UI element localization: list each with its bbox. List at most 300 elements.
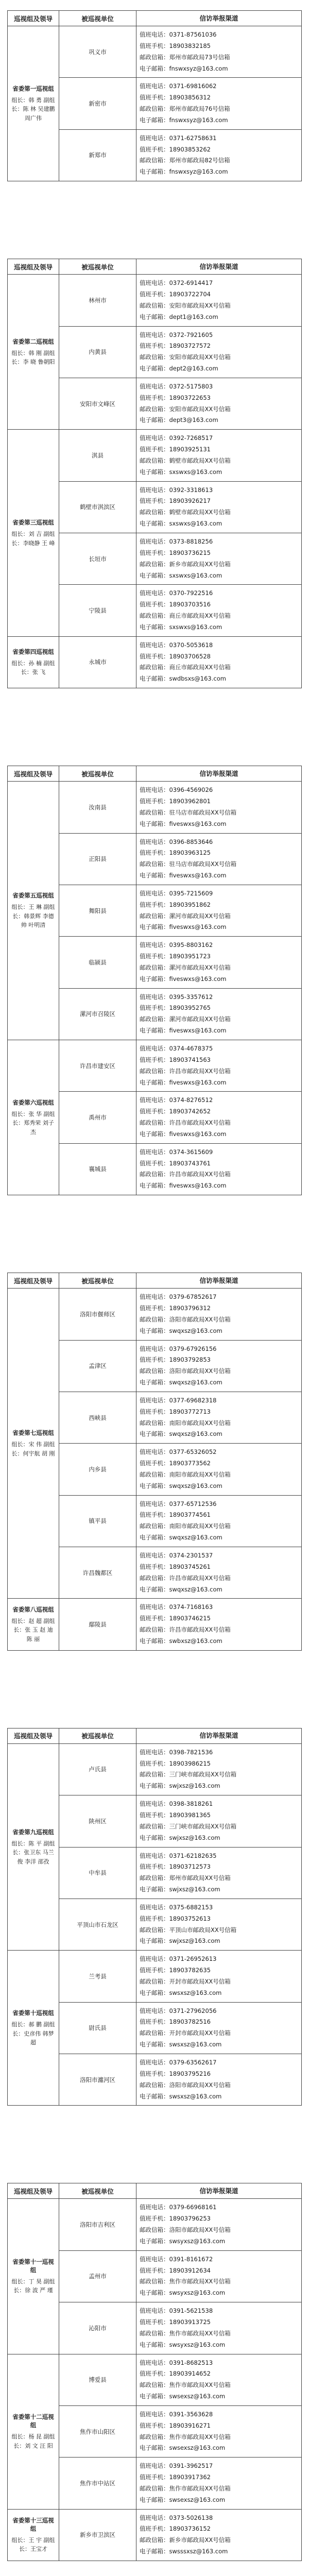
channels-cell — [136, 2003, 301, 2054]
mailbox-line-value: 洛阳市邮政局XX号信箱 — [169, 1367, 231, 1375]
email-line[interactable] — [140, 974, 227, 985]
mailbox-line-label: 邮政信箱： — [140, 1626, 169, 1634]
channels-cell — [136, 327, 301, 378]
email-line[interactable] — [140, 1936, 220, 1947]
channels-cell — [136, 1599, 301, 1650]
email-line[interactable] — [140, 2443, 225, 2454]
email-line[interactable] — [140, 1532, 222, 1544]
phone-line-label: 值班电话： — [140, 941, 169, 949]
phone-line — [140, 2358, 213, 2369]
table-row — [59, 1341, 301, 1392]
phone-line-value: 0372-7921605 — [169, 331, 213, 338]
channels-cell — [136, 1848, 301, 1899]
table-row — [59, 482, 301, 533]
mobile-line — [140, 2265, 211, 2277]
unit-cell — [59, 937, 136, 988]
email-line-value[interactable]: fiveswxs@163.com — [169, 872, 227, 879]
email-line-label: 电子邮箱： — [140, 820, 169, 827]
phone-line-value: 0373-5026138 — [169, 2514, 213, 2521]
mailbox-line-label: 邮政信箱： — [140, 860, 169, 868]
mobile-line — [140, 41, 211, 52]
mailbox-line-label: 邮政信箱： — [140, 2536, 169, 2544]
group-units — [59, 1289, 301, 1598]
email-line-value[interactable]: swqxsz@163.com — [169, 1534, 222, 1541]
email-line[interactable] — [140, 622, 222, 633]
mobile-line-label: 值班手机： — [140, 652, 169, 660]
table-row — [59, 1744, 301, 1795]
phone-line-value: 0374-4678375 — [169, 1045, 213, 1052]
mobile-line — [140, 2317, 211, 2328]
header-col-channels: 信访举报渠道 — [199, 14, 238, 22]
mobile-line-value: 18903742652 — [169, 1108, 211, 1115]
email-line[interactable] — [140, 1077, 227, 1089]
unit-cell — [59, 1444, 136, 1495]
phone-line — [140, 1447, 216, 1458]
mobile-line-label: 值班手机： — [140, 2215, 169, 2223]
mailbox-line — [140, 1976, 231, 1988]
unit-cell — [59, 1341, 136, 1392]
mobile-line-label: 值班手机： — [140, 2370, 169, 2378]
email-line[interactable] — [140, 1377, 222, 1388]
channels-cell — [136, 2199, 301, 2250]
phone-line-label: 值班电话： — [140, 1552, 169, 1559]
email-line-value[interactable]: swjxsz@163.com — [169, 1886, 220, 1893]
phone-line — [140, 1292, 216, 1303]
mobile-line-value: 18903913725 — [169, 2318, 211, 2326]
table-page — [7, 259, 302, 688]
phone-line-value: 0391-8682513 — [169, 2359, 213, 2366]
email-line[interactable] — [140, 1481, 222, 1492]
email-line[interactable] — [140, 673, 226, 685]
group-units — [59, 782, 301, 1040]
email-line[interactable] — [140, 1781, 220, 1792]
group-name: 省委第十巡视组 — [12, 2009, 54, 2016]
email-line[interactable] — [140, 1584, 222, 1596]
mobile-line-value: 18903963125 — [169, 849, 211, 857]
mailbox-line — [140, 104, 230, 115]
email-line[interactable] — [140, 1429, 222, 1440]
email-line[interactable] — [140, 415, 218, 426]
mobile-line-label: 值班手机： — [140, 1759, 169, 1767]
header-col-channels: 信访举报渠道 — [199, 1276, 238, 1284]
mobile-line — [140, 2368, 211, 2380]
email-line-value[interactable]: swbxsz@163.com — [169, 1637, 222, 1645]
mobile-line-label: 值班手机： — [140, 2473, 169, 2481]
mobile-line-label: 值班手机： — [140, 953, 169, 960]
unit-name: 内黄县 — [89, 348, 107, 356]
email-line-value[interactable]: sxswxs@163.com — [169, 520, 222, 528]
unit-cell — [59, 989, 136, 1040]
mailbox-line-label: 邮政信箱： — [140, 1367, 169, 1375]
group-units — [59, 1599, 301, 1650]
email-line[interactable] — [140, 166, 228, 178]
channels-cell — [136, 1289, 301, 1340]
email-line[interactable] — [140, 2091, 221, 2103]
email-line-value[interactable]: dept3@163.com — [169, 416, 218, 424]
mobile-line — [140, 1965, 211, 1976]
mailbox-line — [140, 1873, 231, 1884]
mailbox-line — [140, 2276, 231, 2287]
email-line-value[interactable]: swsxsz@163.com — [169, 1989, 222, 1996]
mailbox-line-value: 许昌市邮政局XX号信箱 — [169, 1119, 231, 1127]
mobile-line — [140, 1354, 211, 1366]
unit-name: 中牟县 — [89, 1869, 107, 1877]
mobile-line-label: 值班手机： — [140, 1460, 169, 1467]
phone-line-label: 值班电话： — [140, 134, 169, 142]
email-line-value[interactable]: swsxsz@163.com — [169, 2092, 222, 2100]
unit-cell — [59, 378, 136, 429]
table-row — [59, 533, 301, 585]
mailbox-line-label: 邮政信箱： — [140, 301, 169, 309]
unit-name: 洛阳市瀍河区 — [80, 2076, 115, 2083]
email-line-label: 电子邮箱： — [140, 571, 169, 579]
group-name: 省委第五巡视组 — [12, 892, 54, 900]
table-row — [59, 1899, 301, 1950]
group-cell — [8, 430, 59, 636]
email-line-value[interactable]: fnswxsyz@163.com — [169, 168, 228, 176]
email-line-value[interactable]: dept1@163.com — [169, 313, 218, 320]
group-units — [59, 26, 301, 181]
unit-name: 洛阳市吉利区 — [80, 2221, 115, 2229]
phone-line — [140, 1747, 213, 1758]
header-col-channels: 信访举报渠道 — [199, 1732, 238, 1740]
email-line[interactable] — [140, 1636, 222, 1647]
email-line[interactable] — [140, 518, 222, 530]
phone-line — [140, 2057, 216, 2069]
mailbox-line-label: 邮政信箱： — [140, 1119, 169, 1127]
email-line-value[interactable]: swsxsz@163.com — [169, 2041, 222, 2048]
unit-cell — [59, 2251, 136, 2302]
email-line[interactable] — [140, 819, 227, 830]
email-line[interactable] — [140, 2236, 225, 2247]
mailbox-line-label: 邮政信箱： — [140, 157, 169, 164]
group-units — [59, 1744, 301, 1951]
phone-line-value: 0391-3563628 — [169, 2410, 213, 2418]
group-cell — [8, 2510, 59, 2561]
phone-line-value: 0374-2301537 — [169, 1552, 213, 1559]
group-row — [8, 1040, 301, 1195]
email-line-label: 电子邮箱： — [140, 1327, 169, 1334]
email-line-value[interactable]: swqxsz@163.com — [169, 1379, 222, 1386]
unit-name: 襄城县 — [89, 1165, 107, 1173]
mailbox-line-label: 邮政信箱： — [140, 664, 169, 671]
mobile-line-value: 18903773562 — [169, 1460, 211, 1467]
unit-cell — [59, 430, 136, 481]
channels-cell — [136, 430, 301, 481]
table-row — [59, 1040, 301, 1092]
mobile-line — [140, 900, 211, 911]
email-line-value[interactable]: swsssxsz@163.com — [169, 2548, 228, 2555]
phone-line — [140, 536, 213, 548]
email-line-value[interactable]: sxswxs@163.com — [169, 623, 222, 631]
phone-line — [140, 888, 213, 900]
email-line[interactable] — [140, 870, 227, 882]
mailbox-line-label: 邮政信箱： — [140, 1522, 169, 1530]
email-line[interactable] — [140, 467, 222, 478]
email-line-value[interactable]: swqxsz@163.com — [169, 1327, 222, 1334]
mobile-line — [140, 1055, 211, 1066]
table-row — [59, 1392, 301, 1444]
phone-line-label: 值班电话： — [140, 786, 169, 794]
phone-line — [140, 1602, 213, 1613]
unit-cell — [59, 1547, 136, 1598]
unit-name: 沁阳市 — [89, 2324, 107, 2332]
email-line-value[interactable]: fiveswxs@163.com — [169, 820, 227, 827]
email-line[interactable] — [140, 2287, 225, 2299]
mailbox-line-label: 邮政信箱： — [140, 1470, 169, 1478]
email-line-value[interactable]: fnswxsyz@163.com — [169, 116, 228, 124]
unit-name: 孟州市 — [89, 2273, 107, 2280]
phone-line-value: 0374-3615609 — [169, 1148, 213, 1156]
mailbox-line-value: 平顶山市邮政局XX号信箱 — [169, 1926, 237, 1934]
phone-line — [140, 640, 213, 651]
unit-cell — [59, 1392, 136, 1443]
email-line-value[interactable]: swsexsz@163.com — [169, 2444, 226, 2452]
mailbox-line-label: 邮政信箱： — [140, 2278, 169, 2285]
header-col-unit: 被巡视单位 — [59, 2183, 136, 2198]
table-row — [59, 2199, 301, 2250]
email-line[interactable] — [140, 2495, 225, 2506]
email-line-value[interactable]: swsexsz@163.com — [169, 2393, 226, 2400]
mobile-line-value: 18903752613 — [169, 1914, 211, 1922]
phone-line-value: 0377-69682318 — [169, 1396, 217, 1404]
unit-name: 林州市 — [89, 296, 107, 304]
mobile-line-label: 值班手机： — [140, 1615, 169, 1622]
unit-cell — [59, 1496, 136, 1547]
phone-line — [140, 1043, 213, 1055]
phone-line — [140, 278, 213, 289]
channels-cell — [136, 834, 301, 885]
mobile-line-label: 值班手机： — [140, 1967, 169, 1974]
email-line-value[interactable]: fiveswxs@163.com — [169, 1182, 227, 1190]
email-line[interactable] — [140, 115, 228, 126]
email-line[interactable] — [140, 1326, 222, 1337]
mobile-line-label: 值班手机： — [140, 797, 169, 805]
group-name: 省委第七巡视组 — [12, 1429, 54, 1437]
email-line-label: 电子邮箱： — [140, 2548, 169, 2555]
email-line-value[interactable]: fnswxsyz@163.com — [169, 64, 228, 72]
unit-name: 许昌市建安区 — [80, 1062, 115, 1070]
table-row — [59, 1092, 301, 1143]
phone-line-label: 值班电话： — [140, 1852, 169, 1859]
mobile-line-value: 18903741563 — [169, 1056, 211, 1063]
channels-cell — [136, 2251, 301, 2302]
unit-name: 汝南县 — [89, 803, 107, 811]
mailbox-line-value: 焦作市邮政局XX号信箱 — [169, 2433, 231, 2441]
phone-line — [140, 29, 216, 41]
email-line-value[interactable]: swjxsz@163.com — [169, 1834, 220, 1841]
unit-name: 漯河市召陵区 — [80, 1010, 115, 1018]
mobile-line-value: 18903951723 — [169, 953, 211, 960]
email-line[interactable] — [140, 1180, 227, 1192]
group-name: 省委第六巡视组 — [12, 1098, 54, 1106]
channels-cell — [136, 989, 301, 1040]
email-line[interactable] — [140, 1129, 227, 1140]
mobile-line-value: 18903736215 — [169, 549, 211, 556]
channels-cell — [136, 585, 301, 636]
table-row — [59, 1599, 301, 1650]
email-line[interactable] — [140, 312, 218, 323]
email-line-value[interactable]: swjxsz@163.com — [169, 1782, 220, 1790]
channels-cell — [136, 482, 301, 533]
mailbox-line-label: 邮政信箱： — [140, 105, 169, 113]
unit-name: 新乡市卫滨区 — [80, 2531, 115, 2539]
table-row — [59, 2510, 301, 2561]
email-line-value[interactable]: fiveswxs@163.com — [169, 1078, 227, 1086]
phone-line-label: 值班电话： — [140, 1800, 169, 1808]
mobile-line-value: 18903712573 — [169, 1863, 211, 1871]
unit-cell — [59, 1040, 136, 1091]
email-line[interactable] — [140, 2391, 225, 2402]
email-line-value[interactable]: fiveswxs@163.com — [169, 1130, 227, 1138]
phone-line — [140, 2006, 216, 2017]
mailbox-line-label: 邮政信箱： — [140, 2226, 169, 2234]
email-line-label: 电子邮箱： — [140, 1182, 169, 1190]
channels-cell — [136, 1040, 301, 1091]
channels-cell — [136, 1341, 301, 1392]
phone-line-label: 值班电话： — [140, 434, 169, 442]
phone-line-value: 0395-3357612 — [169, 993, 213, 1001]
unit-name: 新密市 — [89, 100, 107, 108]
email-line[interactable] — [140, 922, 227, 933]
phone-line-value: 0395-7215609 — [169, 889, 213, 897]
phone-line-value: 0392-3318613 — [169, 486, 213, 494]
email-line-label: 电子邮箱： — [140, 1937, 169, 1945]
mailbox-line — [140, 1469, 231, 1481]
email-line-label: 电子邮箱： — [140, 1078, 169, 1086]
header-col-channels: 信访举报渠道 — [199, 2187, 238, 2195]
email-line-label: 电子邮箱： — [140, 1989, 169, 1996]
mobile-line — [140, 548, 211, 559]
mailbox-line — [140, 1521, 231, 1532]
email-line[interactable] — [140, 2546, 228, 2557]
mobile-line — [140, 341, 211, 352]
mailbox-line-label: 邮政信箱： — [140, 2381, 169, 2389]
email-line[interactable] — [140, 1025, 227, 1037]
phone-line-value: 0371-69816062 — [169, 82, 217, 90]
group-leaders: 组长：丁 昊 副组长：徐 波 严 瑾 — [11, 2278, 55, 2294]
mailbox-line — [140, 300, 231, 312]
email-line-value[interactable]: fiveswxs@163.com — [169, 923, 227, 931]
mobile-line — [140, 2523, 211, 2535]
email-line-value[interactable]: swqxsz@163.com — [169, 1482, 222, 1489]
email-line-value[interactable]: fiveswxs@163.com — [169, 975, 227, 982]
mailbox-line-value: 许昌市邮政局XX号信箱 — [169, 1574, 231, 1582]
channels-cell — [136, 1392, 301, 1443]
group-units — [59, 2354, 301, 2509]
mobile-line — [140, 796, 211, 807]
email-line-label: 电子邮箱： — [140, 365, 169, 372]
table-row — [59, 78, 301, 129]
phone-line — [140, 837, 213, 848]
email-line-value[interactable]: swdbsxs@163.com — [169, 675, 226, 683]
table-header — [8, 766, 301, 782]
phone-line-value: 0371-27962056 — [169, 2007, 217, 2014]
group-units — [59, 430, 301, 636]
mailbox-line-value: 焦作市邮政局XX号信箱 — [169, 2278, 231, 2285]
email-line[interactable] — [140, 363, 218, 375]
email-line-value[interactable]: dept2@163.com — [169, 365, 218, 372]
email-line[interactable] — [140, 1833, 220, 1844]
phone-line-value: 0392-7268517 — [169, 434, 213, 442]
group-name: 省委第九巡视组 — [12, 1828, 54, 1836]
mailbox-line-value: 洛阳市邮政局XX号信箱 — [169, 1315, 231, 1323]
unit-cell — [59, 1899, 136, 1950]
email-line[interactable] — [140, 1988, 221, 1999]
mailbox-line-label: 邮政信箱： — [140, 1977, 169, 1985]
mobile-line-value: 18903952765 — [169, 1004, 211, 1012]
mailbox-line-value: 许昌市邮政局XX号信箱 — [169, 1626, 231, 1634]
phone-line — [140, 940, 213, 951]
phone-line-label: 值班电话： — [140, 331, 169, 338]
table-row — [59, 1144, 301, 1195]
phone-line-value: 0371-87561036 — [169, 31, 217, 38]
mailbox-line-value: 开封市邮政局XX号信箱 — [169, 2029, 231, 2037]
mobile-line-value: 18903745261 — [169, 1563, 211, 1570]
email-line[interactable] — [140, 570, 222, 582]
unit-name: 禹州市 — [89, 1114, 107, 1122]
unit-name: 舞阳县 — [89, 907, 107, 914]
group-leaders: 组长：张 华 副组长：郑秀荣 刘子杰 — [11, 1110, 55, 1136]
mobile-line — [140, 289, 211, 300]
email-line[interactable] — [140, 2039, 221, 2050]
email-line-label: 电子邮箱： — [140, 1430, 169, 1438]
channels-cell — [136, 275, 301, 326]
group-leaders: 组长：王 宇 副组长：王宝才 — [11, 2536, 55, 2553]
group-row — [8, 782, 301, 1040]
email-line-value[interactable]: swsyxsz@163.com — [169, 2289, 226, 2297]
unit-name: 焦作市中站区 — [80, 2479, 115, 2487]
email-line-value[interactable]: sxswxs@163.com — [169, 571, 222, 579]
unit-cell — [59, 2199, 136, 2250]
mailbox-line — [140, 352, 231, 363]
mailbox-line-label: 邮政信箱： — [140, 808, 169, 816]
mobile-line — [140, 144, 211, 156]
group-row — [8, 637, 301, 688]
unit-cell — [59, 885, 136, 936]
mailbox-line-value: 南阳市邮政局XX号信箱 — [169, 1419, 231, 1427]
email-line-value[interactable]: swjxsz@163.com — [169, 1937, 220, 1945]
mobile-line-label: 值班手机： — [140, 2318, 169, 2326]
mobile-line — [140, 599, 211, 611]
unit-name: 焦作市山阳区 — [80, 2428, 115, 2435]
mailbox-line — [140, 1821, 236, 1833]
mobile-line-value: 18903792853 — [169, 1356, 211, 1364]
channels-cell — [136, 78, 301, 129]
email-line-value[interactable]: swsyxsz@163.com — [169, 2341, 226, 2348]
email-line-value[interactable]: fiveswxs@163.com — [169, 1027, 227, 1035]
email-line-label: 电子邮箱： — [140, 1027, 169, 1035]
email-line-value[interactable]: swsyxsz@163.com — [169, 2237, 226, 2245]
email-line-value[interactable]: swsexsz@163.com — [169, 2496, 226, 2503]
mailbox-line — [140, 2328, 231, 2340]
email-line-label: 电子邮箱： — [140, 1782, 169, 1790]
mailbox-line — [140, 507, 231, 518]
unit-cell — [59, 1744, 136, 1795]
email-line[interactable] — [140, 1884, 220, 1895]
email-line-value[interactable]: swqxsz@163.com — [169, 1430, 222, 1438]
mailbox-line — [140, 455, 231, 467]
email-line-value[interactable]: sxswxs@163.com — [169, 468, 222, 476]
mailbox-line-value: 漯河市邮政局XX号信箱 — [169, 963, 231, 971]
email-line[interactable] — [140, 63, 228, 75]
email-line-value[interactable]: swqxsz@163.com — [169, 1585, 222, 1593]
mobile-line-value: 18903722653 — [169, 394, 211, 401]
mailbox-line-label: 邮政信箱： — [140, 1574, 169, 1582]
group-cell — [8, 1289, 59, 1598]
channels-cell — [136, 782, 301, 833]
email-line[interactable] — [140, 2340, 225, 2351]
